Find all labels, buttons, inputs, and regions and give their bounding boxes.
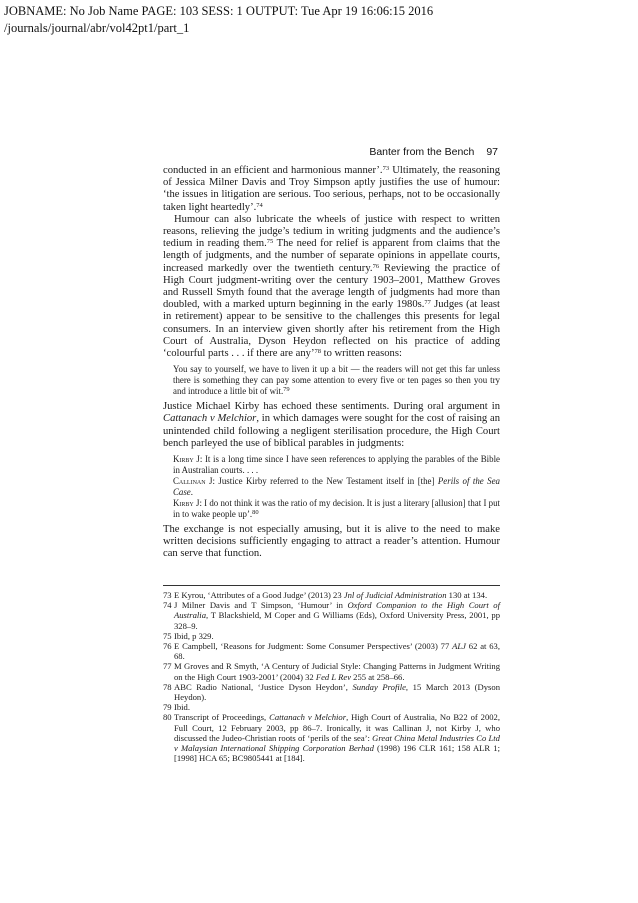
- footnote-number: 77: [163, 661, 172, 672]
- footnote-text: [174, 641, 500, 661]
- text-run: .: [190, 487, 193, 498]
- job-info-header: [4, 3, 433, 36]
- footnotes: [163, 590, 500, 763]
- text-run: Transcript of Proceedings,: [174, 712, 270, 723]
- text-run: 130 at 134.: [446, 590, 488, 600]
- paragraph-1: [163, 165, 500, 214]
- text-run: , High Court of Australia, No B22 of 2002, Full Court, 12 February 2003, pp 86–7. Ironically, it was Callinan J, not Kirby J, who discussed the Judeo-Christian roots of ‘perils of the sea’:: [174, 712, 500, 743]
- text-run: ABC Radio National, ‘Justice Dyson Heydon’,: [174, 681, 353, 692]
- footnote-77: [163, 661, 500, 681]
- footnote-divider: [163, 585, 500, 586]
- transcript-line-2: [173, 476, 500, 498]
- footnote-ref-74[interactable]: 74: [256, 201, 263, 209]
- article-body: [163, 165, 500, 561]
- paragraph-2: [163, 214, 500, 360]
- text-run: You say to yourself, we have to liven it up a bit — the readers will not get this far unless there is something they can pay some attention to every five or ten pages so then you try and introduce a little bit of wit.: [173, 364, 500, 397]
- footnote-ref-80[interactable]: 80: [252, 509, 259, 517]
- text-run: E Campbell, ‘Reasons for Judgment: Some Consumer Perspectives’ (2003) 77: [174, 641, 453, 652]
- speaker-name: Callinan: [173, 476, 206, 487]
- case-name-italic: Cattanach v Melchior: [163, 413, 257, 425]
- block-quote-transcript: [173, 454, 500, 520]
- text-run: , T Blackshield, M Coper and G Williams (Eds), Oxford University Press, 2001, pp 328–9.: [174, 610, 500, 631]
- footnote-ref-79[interactable]: 79: [283, 386, 290, 394]
- case-name-italic: Perils of the Sea Case: [173, 476, 500, 498]
- footnote-text: [174, 590, 500, 600]
- footnote-number: 80: [163, 712, 172, 723]
- text-run: The need for relief is apparent from claims that the length of judgments, and the number of separate opinions in appellate courts, increased markedly over the twentieth century.: [163, 238, 500, 274]
- block-quote-heydon: [173, 364, 500, 397]
- text-run: Ultimately, the reasoning of Jessica Milner Davis and Troy Simpson aptly justifies the use of humour: ‘the issues in litigation are serious. Too serious, perhaps, not to be occasionally taken light heartedly’.: [163, 165, 500, 213]
- speaker-name: Kirby: [173, 498, 194, 509]
- footnote-76: [163, 641, 500, 661]
- text-run: J: It is a long time since I have seen references to applying the parables of the Bible in Australian courts. . . .: [173, 454, 500, 476]
- text-run: , 15 March 2013 (Dyson Heydon).: [174, 681, 500, 703]
- footnote-number: 74: [163, 600, 172, 611]
- footnote-75: [163, 631, 500, 641]
- text-run: J: Justice Kirby referred to the New Testament itself in [the]: [205, 476, 438, 487]
- text-run: , in which damages were sought for the cost of raising an unintended child following a negligent sterilisation procedure, the High Court bench parleyed the use of biblical parables in judgments:: [163, 413, 500, 449]
- citation-italic: ALJ: [452, 641, 466, 652]
- citation-italic: Fed L Rev: [315, 671, 352, 682]
- text-run: conducted in an efficient and harmonious manner’.: [163, 165, 383, 176]
- text-run: 255 at 258–66.: [351, 671, 405, 682]
- footnote-text: [174, 682, 500, 702]
- footnote-text: Ibid, p 329.: [174, 630, 214, 641]
- text-run: J: I do not think it was the ratio of my decision. It is just a literary [allusion] that I put in to wake people up’.: [173, 498, 500, 520]
- footnote-80: [163, 712, 500, 763]
- paragraph-4: The exchange is not especially amusing, but it is alive to the need to make written decisions sufficiently engaging to attract a reader’s attention. Humour can serve that function.: [163, 524, 500, 560]
- text-run: (1998) 196 CLR 161; 158 ALR 1; [1998] HCA 65; BC9805441 at [184].: [174, 743, 500, 764]
- running-title: Banter from the Bench: [369, 146, 475, 158]
- transcript-line-1: [173, 454, 500, 476]
- text-run: M Groves and R Smyth, ‘A Century of Judicial Style: Changing Patterns in Judgment Writing on the High Court 1903-2001’ (2004) 32: [174, 661, 500, 682]
- footnote-ref-73[interactable]: 73: [382, 165, 390, 172]
- footnote-number: 76: [163, 641, 172, 652]
- text-run: E Kyrou, ‘Attributes of a Good Judge’ (2013) 23: [174, 590, 344, 600]
- text-run: Humour can also lubricate the wheels of justice with respect to written reasons, relieving the judge’s tedium in writing judgments and the audience’s tedium in reading them.: [163, 213, 500, 250]
- citation-italic: Jnl of Judicial Administration: [343, 590, 447, 600]
- footnote-text: [174, 712, 500, 763]
- footnote-79: [163, 702, 500, 712]
- footnote-text: [174, 661, 500, 681]
- transcript-line-3: [173, 498, 500, 520]
- footnote-text: Ibid.: [174, 702, 190, 713]
- footnote-74: [163, 600, 500, 631]
- text-run: Judges (at least in retirement) appear to be sensitive to the challenges this presents for legal consumers. In an interview given shortly after his retirement from the High Court of Australia, Dyson Heydon reflected on his practice of adding ‘colourful parts . . . if there are any’: [163, 299, 500, 360]
- citation-italic: Sunday Profile: [352, 681, 406, 692]
- running-head: [369, 146, 498, 158]
- footnote-78: [163, 682, 500, 702]
- footnote-number: 78: [163, 681, 172, 692]
- job-info-line: JOBNAME: No Job Name PAGE: 103 SESS: 1 OUTPUT: Tue Apr 19 16:06:15 2016: [4, 4, 434, 18]
- citation-italic: Great China Metal Industries Co Ltd v Malaysian International Shipping Corporation Berhad: [174, 732, 500, 754]
- paragraph-3: [163, 401, 500, 450]
- job-path-line: /journals/journal/abr/vol42pt1/part_1: [4, 20, 190, 35]
- footnote-text: [174, 600, 500, 631]
- text-run: 62 at 63, 68.: [174, 641, 501, 662]
- footnote-ref-76[interactable]: 76: [372, 262, 380, 270]
- footnote-ref-75[interactable]: 75: [266, 238, 274, 246]
- citation-italic: Oxford Companion to the High Court of Australia: [174, 600, 500, 621]
- footnote-ref-77[interactable]: 77: [424, 299, 431, 307]
- citation-italic: Cattanach v Melchior: [269, 712, 347, 723]
- footnote-73: [163, 590, 500, 600]
- footnote-number: 73: [163, 590, 172, 600]
- footnote-number: 75: [163, 630, 172, 641]
- page-number: 97: [486, 146, 498, 158]
- footnote-ref-78[interactable]: 78: [314, 348, 321, 356]
- text-run: to written reasons:: [320, 348, 402, 360]
- text-run: Justice Michael Kirby has echoed these sentiments. During oral argument in: [163, 401, 500, 413]
- text-run: J Milner Davis and T Simpson, ‘Humour’ in: [174, 600, 348, 611]
- speaker-name: Kirby: [173, 454, 194, 465]
- footnote-number: 79: [163, 702, 172, 713]
- text-run: Reviewing the practice of High Court judgment-writing over the century 1903–2001, Matthew Groves and Russell Smyth found that the average length of judgments had more than doubled, with a marked upturn beginning in the early 1980s.: [163, 262, 500, 311]
